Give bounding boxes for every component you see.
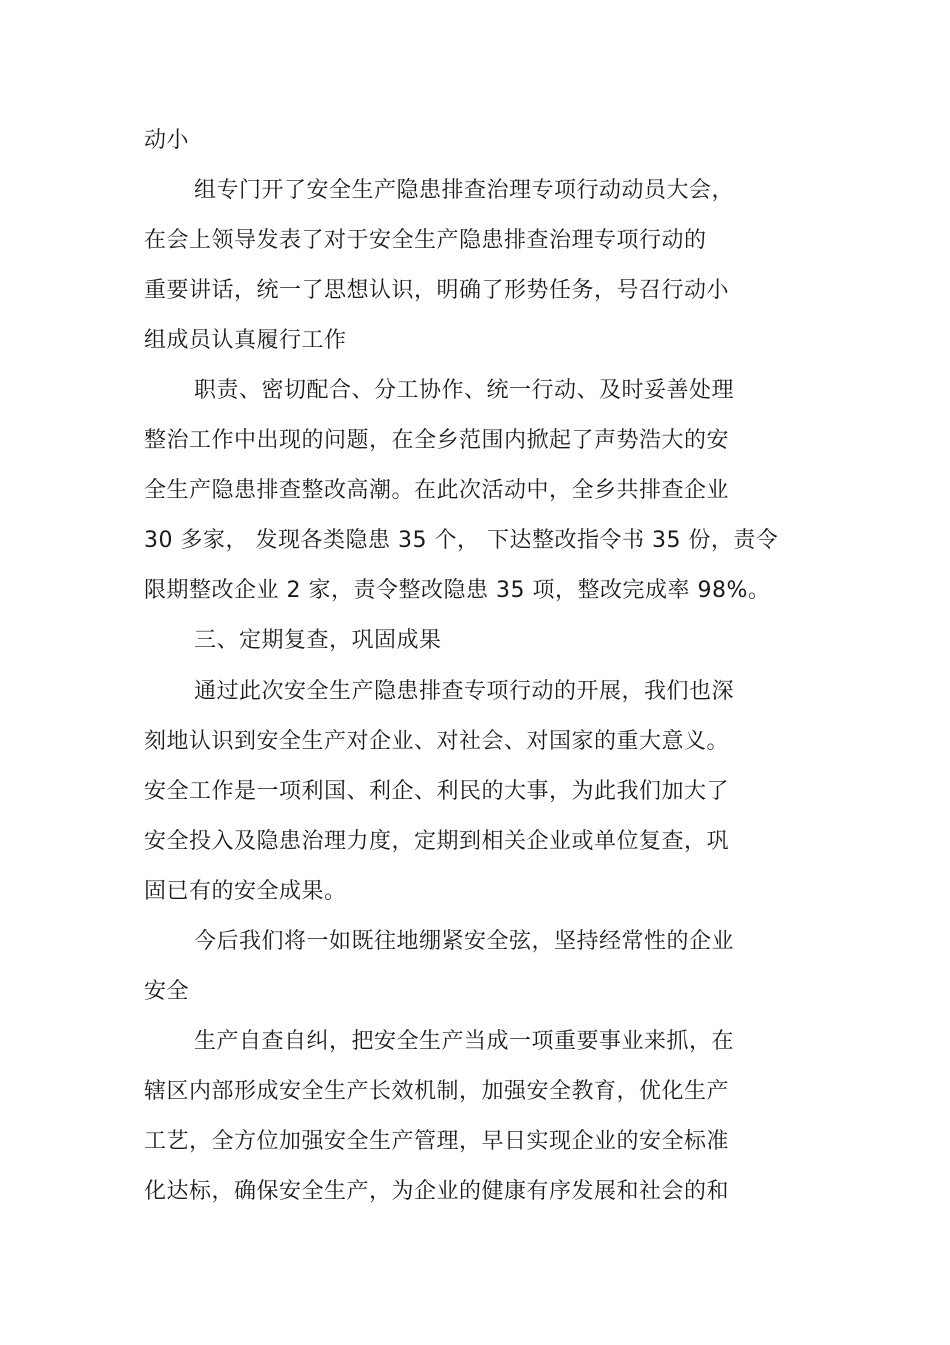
text-line: 安全工作是一项利国、利企、利民的大事，为此我们加大了: [144, 779, 730, 804]
text-line: 组成员认真履行工作: [144, 328, 347, 353]
text-line: 通过此次安全生产隐患排查专项行动的开展，我们也深: [194, 679, 735, 704]
text-line: 生产自查自纠，把安全生产当成一项重要事业来抓，在: [194, 1029, 735, 1054]
text-line: 固已有的安全成果。: [144, 879, 347, 904]
text-line: 重要讲话，统一了思想认识，明确了形势任务，号召行动小: [144, 278, 730, 303]
text-line: 整治工作中出现的问题，在全乡范围内掀起了声势浩大的安: [144, 428, 730, 453]
text-line: 化达标，确保安全生产，为企业的健康有序发展和社会的和: [144, 1179, 730, 1204]
text-line: 辖区内部形成安全生产长效机制，加强安全教育，优化生产: [144, 1079, 730, 1104]
text-line: 安全: [144, 979, 190, 1004]
text-line: 安全投入及隐患治理力度，定期到相关企业或单位复查，巩: [144, 829, 730, 854]
text-line: 组专门开了安全生产隐患排查治理专项行动动员大会，: [194, 178, 735, 203]
section-heading: 三、定期复查，巩固成果: [194, 628, 442, 653]
text-line: 刻地认识到安全生产对企业、对社会、对国家的重大意义。: [144, 729, 730, 754]
text-line: 限期整改企业 2 家，责令整改隐患 35 项，整改完成率 98%。: [144, 578, 771, 603]
text-line: 30 多家， 发现各类隐患 35 个， 下达整改指令书 35 份，责令: [144, 528, 779, 553]
text-line: 在会上领导发表了对于安全生产隐患排查治理专项行动的: [144, 228, 707, 253]
text-line: 动小: [144, 128, 190, 153]
text-line: 今后我们将一如既往地绷紧安全弦，坚持经常性的企业: [194, 929, 735, 954]
text-line: 职责、密切配合、分工协作、统一行动、及时妥善处理: [194, 378, 735, 403]
text-line: 全生产隐患排查整改高潮。在此次活动中，全乡共排查企业: [144, 478, 730, 503]
text-line: 工艺，全方位加强安全生产管理，早日实现企业的安全标准: [144, 1129, 730, 1154]
